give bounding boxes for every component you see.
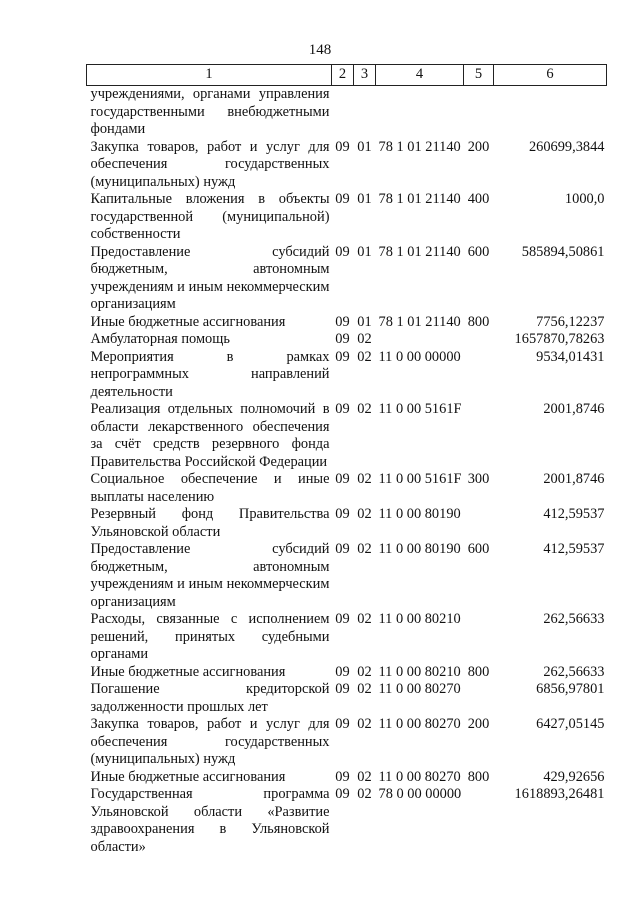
- row-subsection: 02: [357, 681, 372, 697]
- row-expense-type: 600: [467, 541, 490, 557]
- row-target-article: 11 0 00 80190: [378, 506, 461, 522]
- row-name: Иные бюджетные ассигнования: [90, 768, 286, 785]
- row-section: 09: [335, 471, 350, 487]
- column-header: 3: [354, 65, 376, 86]
- row-subsection: 02: [357, 768, 372, 785]
- row-section: 09: [335, 401, 350, 417]
- row-expense-type: [464, 681, 494, 716]
- row-section: 09: [335, 331, 350, 347]
- row-amount: 585894,50861: [521, 243, 605, 260]
- row-subsection: 02: [357, 611, 372, 627]
- table-row: [87, 401, 607, 471]
- table-row: [87, 314, 607, 332]
- row-section: 09: [335, 716, 350, 732]
- row-subsection: 02: [357, 471, 372, 487]
- row-subsection: 02: [357, 401, 372, 417]
- row-name: Иные бюджетные ассигнования: [90, 313, 286, 330]
- row-section: 09: [335, 243, 350, 260]
- table-row: [87, 331, 607, 349]
- row-amount: 6856,97801: [536, 681, 605, 697]
- row-subsection: 01: [357, 138, 372, 155]
- row-section: 09: [335, 681, 350, 697]
- row-subsection: 02: [357, 348, 372, 365]
- row-amount: 6427,05145: [536, 716, 605, 732]
- row-name: Мероприятия в рамках непрограммных направлений деятельности: [90, 348, 330, 400]
- table-row: [87, 471, 607, 506]
- budget-table: [86, 64, 607, 856]
- table-row: [87, 244, 607, 314]
- table-row: [87, 769, 607, 787]
- row-section: 09: [335, 191, 350, 207]
- column-header: 5: [464, 65, 494, 86]
- row-name: Закупка товаров, работ и услуг для обеспечения государственных (муниципальных) нужд: [90, 716, 330, 767]
- row-name: Амбулаторная помощь: [90, 331, 230, 347]
- row-target-article: 11 0 00 80270: [378, 716, 461, 732]
- row-name: Государственная программа Ульяновской области «Развитие здравоохранения в Ульяновской области»: [90, 786, 330, 855]
- table-row: [87, 349, 607, 402]
- table-row: [87, 611, 607, 664]
- row-subsection: 02: [357, 506, 372, 522]
- row-name: Закупка товаров, работ и услуг для обеспечения государственных (муниципальных) нужд: [90, 138, 330, 190]
- row-section: 09: [335, 313, 350, 330]
- row-amount: 262,56633: [543, 611, 605, 627]
- row-amount: 260699,3844: [528, 138, 605, 155]
- row-target-article: 11 0 00 80210: [378, 663, 461, 680]
- row-section: 09: [335, 768, 350, 785]
- row-section: 09: [335, 506, 350, 522]
- row-name: Предоставление субсидий бюджетным, автономным учреждениям и иным некоммерческим организациям: [90, 541, 330, 610]
- row-subsection: 02: [357, 786, 372, 802]
- row-expense-type: [464, 401, 494, 471]
- row-subsection: 01: [357, 243, 372, 260]
- row-target-article: 78 0 00 00000: [378, 786, 462, 802]
- row-amount: 9534,01431: [536, 348, 605, 365]
- row-target-article: 78 1 01 21140: [378, 313, 461, 330]
- row-target-article: [376, 86, 464, 139]
- row-amount: 412,59537: [543, 541, 605, 557]
- row-expense-type: [464, 611, 494, 664]
- row-target-article: 11 0 00 5161F: [378, 401, 462, 417]
- row-subsection: 02: [357, 331, 372, 347]
- row-expense-type: [464, 86, 494, 139]
- row-target-article: 11 0 00 80210: [378, 611, 461, 627]
- row-expense-type: 800: [467, 313, 490, 330]
- row-expense-type: [464, 349, 494, 402]
- row-section: 09: [335, 348, 350, 365]
- row-target-article: 11 0 00 5161F: [378, 471, 462, 487]
- row-expense-type: 400: [467, 191, 490, 207]
- row-subsection: [354, 86, 376, 139]
- row-name: Предоставление субсидий бюджетным, автономным учреждениям и иным некоммерческим организациям: [90, 243, 330, 312]
- row-amount: 1000,0: [564, 191, 605, 207]
- table-header-row: [87, 65, 607, 86]
- row-expense-type: 600: [467, 243, 490, 260]
- row-amount: 2001,8746: [543, 471, 605, 487]
- column-header: 2: [332, 65, 354, 86]
- page-number: 148: [308, 42, 332, 58]
- row-expense-type: [464, 506, 494, 541]
- column-header: 6: [494, 65, 607, 86]
- row-section: 09: [335, 138, 350, 155]
- row-section: 09: [335, 786, 350, 802]
- table-row: [87, 681, 607, 716]
- row-subsection: 02: [357, 663, 372, 680]
- row-target-article: 78 1 01 21140: [378, 243, 461, 260]
- row-name: Капитальные вложения в объекты государственной (муниципальной) собственности: [90, 191, 330, 242]
- row-subsection: 02: [357, 541, 372, 557]
- row-amount: 429,92656: [543, 768, 605, 785]
- column-header: 4: [376, 65, 464, 86]
- row-expense-type: [464, 786, 494, 856]
- row-amount: 412,59537: [543, 506, 605, 522]
- row-expense-type: 200: [467, 138, 490, 155]
- table-row: [87, 716, 607, 769]
- row-name: Погашение кредиторской задолженности прошлых лет: [90, 681, 330, 715]
- row-name: Резервный фонд Правительства Ульяновской области: [90, 506, 330, 540]
- row-target-article: 11 0 00 80270: [378, 681, 461, 697]
- row-name: Реализация отдельных полномочий в области лекарственного обеспечения за счёт средств резервного фонда Правительства Российской Федерации: [90, 401, 330, 470]
- row-amount: [494, 86, 607, 139]
- row-subsection: 01: [357, 191, 372, 207]
- row-target-article: 11 0 00 80270: [378, 768, 461, 785]
- row-name: Иные бюджетные ассигнования: [90, 663, 286, 680]
- row-target-article: [376, 331, 464, 349]
- row-target-article: 11 0 00 00000: [378, 348, 461, 365]
- row-expense-type: [464, 331, 494, 349]
- table-row: [87, 541, 607, 611]
- row-name: Расходы, связанные с исполнением решений, принятых судебными органами: [90, 611, 330, 662]
- row-subsection: 01: [357, 313, 372, 330]
- column-header: 1: [87, 65, 332, 86]
- row-amount: 2001,8746: [543, 401, 605, 417]
- row-section: 09: [335, 663, 350, 680]
- row-amount: 1618893,26481: [514, 786, 605, 802]
- row-section: 09: [335, 541, 350, 557]
- table-row: [87, 139, 607, 192]
- row-target-article: 78 1 01 21140: [378, 138, 461, 155]
- row-expense-type: 800: [467, 768, 490, 785]
- row-expense-type: 300: [467, 471, 490, 487]
- row-expense-type: 200: [467, 716, 490, 732]
- table-row: [87, 86, 607, 139]
- table-row: [87, 506, 607, 541]
- row-name: Социальное обеспечение и иные выплаты населению: [90, 471, 330, 505]
- row-subsection: 02: [357, 716, 372, 732]
- row-amount: 262,56633: [543, 663, 605, 680]
- table-row: [87, 664, 607, 682]
- row-section: 09: [335, 611, 350, 627]
- row-amount: 1657870,78263: [514, 331, 605, 347]
- row-target-article: 78 1 01 21140: [378, 191, 461, 207]
- table-row: [87, 786, 607, 856]
- row-expense-type: 800: [467, 663, 490, 680]
- row-name: учреждениями, органами управления государственными внебюджетными фондами: [90, 86, 330, 137]
- row-amount: 7756,12237: [536, 313, 605, 330]
- table-row: [87, 191, 607, 244]
- row-target-article: 11 0 00 80190: [378, 541, 461, 557]
- row-section: [332, 86, 354, 139]
